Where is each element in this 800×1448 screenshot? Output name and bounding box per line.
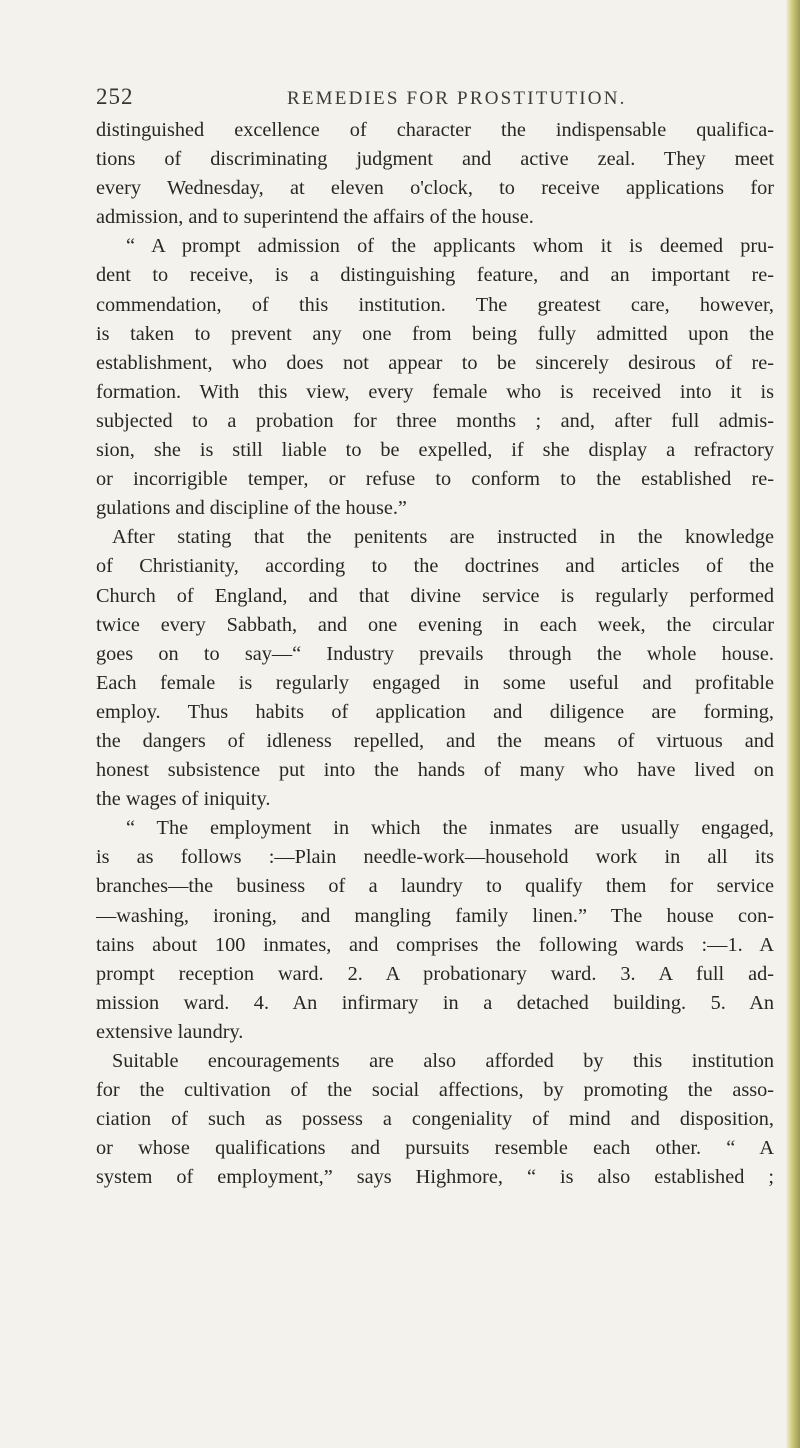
text-line: Each female is regularly engaged in some useful and profitable — [96, 671, 774, 694]
text-line: or incorrigible temper, or refuse to conform to the established re- — [96, 468, 774, 491]
text-line: tions of discriminating judgment and active zeal. They meet — [96, 148, 774, 171]
text-line: the dangers of idleness repelled, and the means of virtuous and — [96, 729, 774, 752]
text-line: tains about 100 inmates, and comprises the following wards :—1. A — [96, 933, 774, 956]
text-line: ciation of such as possess a congeniality of mind and disposition, — [96, 1108, 774, 1131]
text-line: “ A prompt admission of the applicants whom it is deemed pru- — [126, 235, 774, 258]
text-line: honest subsistence put into the hands of many who have lived on — [96, 759, 774, 782]
text-line: “ The employment in which the inmates are usually engaged, — [126, 817, 774, 840]
text-line: prompt reception ward. 2. A probationary ward. 3. A full ad- — [96, 962, 774, 985]
text-line: system of employment,” says Highmore, “ is also established ; — [96, 1166, 774, 1189]
text-line: employ. Thus habits of application and diligence are forming, — [96, 700, 774, 723]
text-line: dent to receive, is a distinguishing feature, and an important re- — [96, 264, 774, 287]
text-line: twice every Sabbath, and one evening in each week, the circular — [96, 613, 774, 636]
text-line: for the cultivation of the social affections, by promoting the asso- — [96, 1079, 774, 1102]
text-line: extensive laundry. — [96, 1020, 244, 1043]
text-line: subjected to a probation for three months ; and, after full admis- — [96, 409, 774, 432]
text-line: branches—the business of a laundry to qualify them for service — [96, 875, 774, 898]
text-line: is taken to prevent any one from being fully admitted upon the — [96, 322, 774, 345]
text-line: sion, she is still liable to be expelled, if she display a refractory — [96, 439, 774, 462]
text-line: Suitable encouragements are also afforded by this institution — [112, 1050, 774, 1072]
text-line: goes on to say—“ Industry prevails through the whole house. — [96, 642, 774, 665]
text-line: every Wednesday, at eleven o'clock, to receive applications for — [96, 177, 774, 200]
text-line: commendation, of this institution. The greatest care, however, — [96, 293, 774, 316]
text-line: formation. With this view, every female who is received into it is — [96, 380, 774, 403]
text-line: Church of England, and that divine service is regularly performed — [96, 584, 774, 607]
page-edge — [786, 0, 800, 1448]
text-line: gulations and discipline of the house.” — [96, 497, 407, 520]
text-line: establishment, who does not appear to be sincerely desirous of re- — [96, 351, 774, 374]
text-line: of Christianity, according to the doctrines and articles of the — [96, 555, 774, 578]
body-text — [96, 116, 774, 1192]
text-line: or whose qualifications and pursuits resemble each other. “ A — [96, 1137, 774, 1160]
page-header — [0, 84, 800, 114]
text-line: is as follows :—Plain needle-work—household work in all its — [96, 846, 774, 869]
text-line: distinguished excellence of character the indispensable qualifica- — [96, 119, 774, 141]
text-line: the wages of iniquity. — [96, 788, 271, 811]
text-line: admission, and to superintend the affairs of the house. — [96, 206, 534, 229]
page-number: 252 — [96, 84, 134, 109]
text-line: After stating that the penitents are instructed in the knowledge — [112, 526, 774, 549]
running-head: REMEDIES FOR PROSTITUTION. — [287, 88, 627, 109]
text-line: mission ward. 4. An infirmary in a detached building. 5. An — [96, 991, 774, 1014]
text-line: —washing, ironing, and mangling family linen.” The house con- — [96, 904, 774, 927]
